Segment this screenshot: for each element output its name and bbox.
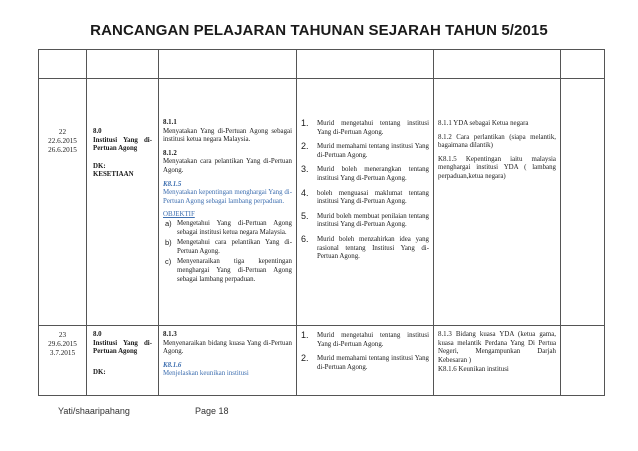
note-text: 8.1.3 Bidang kuasa YDA (ketua gama, kuasa melantik Perdana Yang Di Pertua Negeri, Mengampunkan Darjah Kebesaran ) <box>438 331 556 364</box>
nilai-code: K8.1.6 <box>163 361 182 369</box>
note-text: 8.1.1 YDA sebagai Ketua negara <box>438 120 529 127</box>
outcome-list <box>301 332 429 372</box>
notes-cell <box>434 326 561 396</box>
date-end: 26.6.2015 <box>48 146 77 154</box>
nilai-text: Menjelaskan keunikan institusi <box>163 370 249 378</box>
page-footer <box>58 406 229 416</box>
list-item: 1. Murid mengetahui tentang institusi Yang di-Pertuan Agong. <box>301 330 429 348</box>
document-title: RANCANGAN PELAJARAN TAHUNAN SEJARAH TAHUN 5/2015 <box>90 22 548 39</box>
standard-cell <box>159 79 297 326</box>
list-item: 2. Murid memahami tentang institusi Yang di-Pertuan Agong. <box>301 141 429 159</box>
sk-code: 8.1.2 <box>163 149 177 157</box>
standard-cell <box>159 326 297 396</box>
outcome-cell <box>297 326 434 396</box>
sk-text: Menyatakan Yang di-Pertuan Agong sebagai institusi ketua negara Malaysia. <box>163 127 292 144</box>
lesson-plan-table <box>38 49 605 396</box>
date-end: 3.7.2015 <box>49 349 76 357</box>
header-cell <box>434 50 561 79</box>
sk-text: Menyatakan cara pelantikan Yang di-Pertuan Agong. <box>163 158 292 174</box>
week-cell <box>39 79 87 326</box>
table-row <box>39 326 605 396</box>
objektif-label: OBJEKTIF <box>163 211 195 219</box>
note-text: K8.1.6 Keunikan institusi <box>438 366 509 374</box>
list-item: 4. boleh menguasai maklumat tentang institusi Yang di-Pertuan Agong. <box>301 187 429 206</box>
header-cell <box>39 50 87 79</box>
dk-label: DK: <box>93 162 106 170</box>
sk-text: Menyenaraikan bidang kuasa Yang di-Pertuan Agong. <box>163 339 292 356</box>
week-number: 23 <box>58 331 67 339</box>
list-item: c) Menyenaraikan tiga kepentingan menghargai Yang di-Pertuan Agong sebagai lambang perpaduan. <box>165 257 292 283</box>
nilai-text: Menyatakan kepentingan menghargai Yang di-Pertuan Agong sebagai lambang perpaduan. <box>163 189 292 205</box>
unit-cell <box>87 79 159 326</box>
dk-label: DK: <box>93 368 106 376</box>
unit-name: Institusi Yang di-Pertuan Agong <box>93 136 152 153</box>
note-text: K8.1.5 Kepentingan iaitu malaysia menghargai institusi YDA ( lambang perpaduan,ketua negara) <box>438 155 556 180</box>
header-cell <box>87 50 159 79</box>
list-item: 3. Murid boleh menerangkan tentang institusi Yang di-Pertuan Agong. <box>301 164 429 182</box>
dk-value: KESETIAAN <box>93 171 134 179</box>
page-number: Page 18 <box>195 406 229 416</box>
date-start: 22.6.2015 <box>48 137 77 145</box>
nilai-code: K8.1.5 <box>163 180 182 188</box>
unit-code: 8.0 <box>93 331 102 338</box>
list-item: b) Mengetahui cara pelantikan Yang di-Pertuan Agong. <box>165 238 292 255</box>
header-cell <box>561 50 605 79</box>
notes-cell <box>434 79 561 326</box>
objektif-list <box>163 220 292 284</box>
list-item: 1. Murid mengetahui tentang institusi Yang di-Pertuan Agong. <box>301 118 429 136</box>
unit-cell <box>87 326 159 396</box>
note-text: 8.1.2 Cara perlantikan (siapa melantik, bagaimana dilantik) <box>438 133 556 150</box>
empty-cell <box>561 326 605 396</box>
outcome-cell <box>297 79 434 326</box>
header-cell <box>297 50 434 79</box>
header-cell <box>159 50 297 79</box>
week-cell <box>39 326 87 396</box>
sk-code: 8.1.1 <box>163 119 177 126</box>
list-item: 5. Murid boleh membuat penilaian tentang institusi Yang di-Pertuan Agong. <box>301 210 429 229</box>
list-item: 2. Murid memahami tentang institusi Yang di-Pertuan Agong. <box>301 353 429 371</box>
table-row <box>39 79 605 326</box>
unit-name: Institusi Yang di-Pertuan Agong <box>93 339 152 356</box>
list-item: 6. Murid boleh menzahirkan idea yang rasional tentang Institusi Yang di-Pertuan Agong. <box>301 233 429 261</box>
date-start: 29.6.2015 <box>48 340 77 348</box>
week-number: 22 <box>58 128 67 136</box>
empty-cell <box>561 79 605 326</box>
table-header-row <box>39 50 605 79</box>
sk-code: 8.1.3 <box>163 331 177 338</box>
footer-author: Yati/shaaripahang <box>58 406 130 416</box>
unit-code: 8.0 <box>93 128 102 135</box>
list-item: a) Mengetahui Yang di-Pertuan Agong sebagai institusi ketua negara Malaysia. <box>165 218 292 236</box>
outcome-list <box>301 120 429 262</box>
